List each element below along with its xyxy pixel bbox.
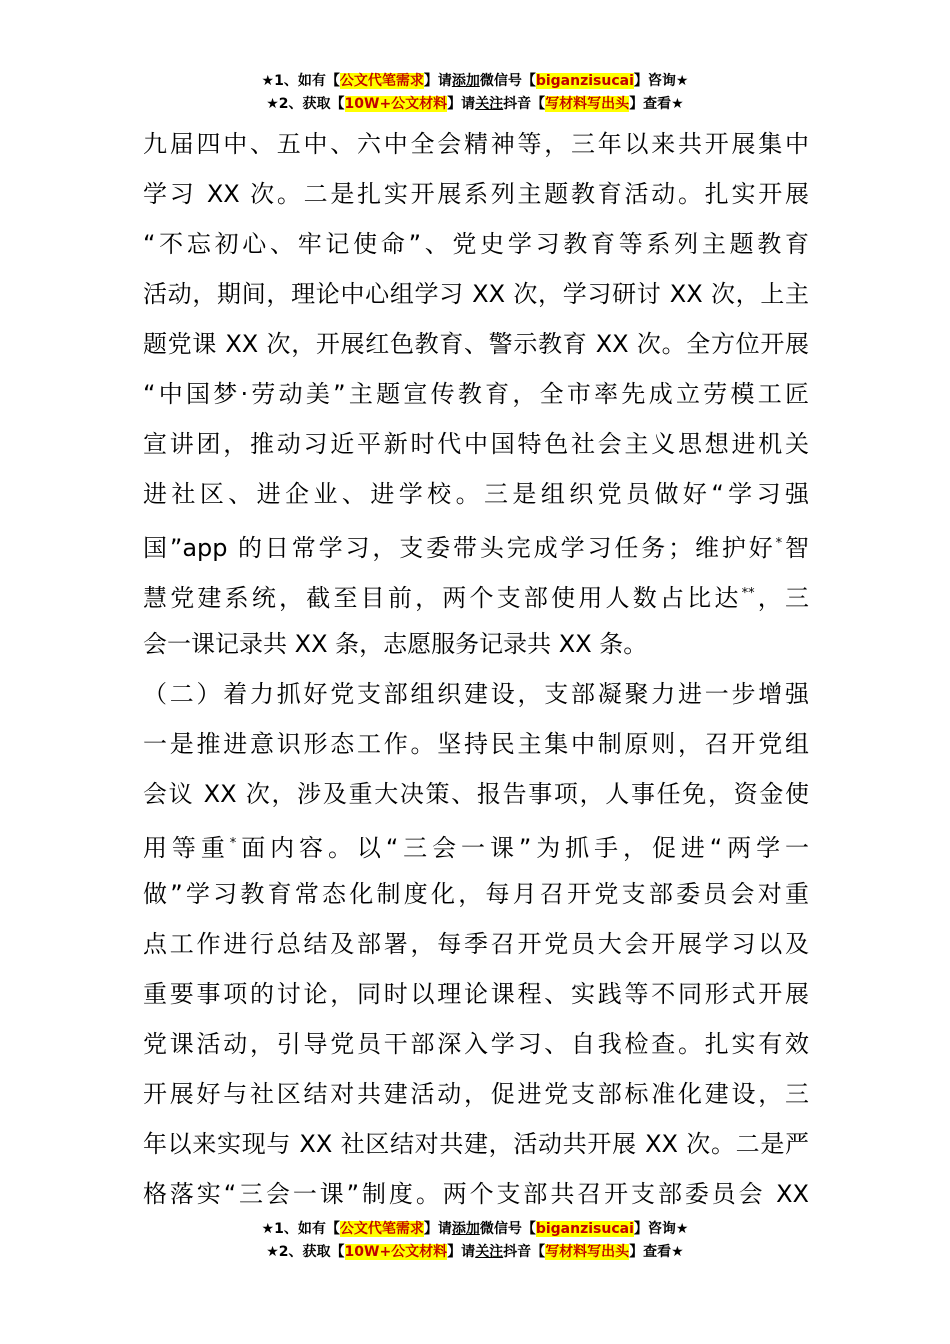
body-line-16: 做”学习教育常态化制度化，每月召开党支部委员会对重 — [143, 880, 809, 908]
body-text — [143, 119, 809, 1219]
body-line-10: 慧党建系统，截至目前，两个支部使用人数占比达**，三 — [143, 584, 809, 612]
promo-line-1-top: ★1、如有【公文代笔需求】请添加微信号【biganzisucai】咨询★ — [261, 73, 689, 89]
body-line-21: 年以来实现与 XX 社区结对共建，活动共开展 XX 次。二是严 — [143, 1130, 809, 1158]
body-line-20: 开展好与社区结对共建活动，促进党支部标准化建设，三 — [143, 1080, 809, 1108]
body-line-15: 用等重*面内容。以“三会一课”为抓手，促进“两学一 — [143, 834, 809, 862]
body-line-3: “不忘初心、牢记使命”、党史学习教育等系列主题教育 — [143, 230, 809, 258]
body-line-8: 进社区、进企业、进学校。三是组织党员做好“学习强 — [143, 480, 809, 508]
promo-line-2-bottom: ★2、获取【10W+公文材料】请关注抖音【写材料写出头】查看★ — [266, 1244, 684, 1260]
body-line-9: 国”app 的日常学习，支委带头完成学习任务；维护好*智 — [143, 534, 809, 562]
body-line-7: 宣讲团，推动习近平新时代中国特色社会主义思想进机关 — [143, 430, 809, 458]
promo-line-2-top: ★2、获取【10W+公文材料】请关注抖音【写材料写出头】查看★ — [266, 96, 684, 112]
body-line-4: 活动，期间，理论中心组学习 XX 次，学习研讨 XX 次，上主 — [143, 280, 809, 308]
body-line-5: 题党课 XX 次，开展红色教育、警示教育 XX 次。全方位开展 — [143, 330, 809, 358]
body-line-19: 党课活动，引导党员干部深入学习、自我检查。扎实有效 — [143, 1030, 809, 1058]
promo-line-1-bottom: ★1、如有【公文代笔需求】请添加微信号【biganzisucai】咨询★ — [261, 1221, 689, 1237]
section-heading-2: （二）着力抓好党支部组织建设，支部凝聚力进一步增强 — [143, 680, 809, 708]
body-line-14: 会议 XX 次，涉及重大决策、报告事项，人事任免，资金使 — [143, 780, 809, 808]
body-line-18: 重要事项的讨论，同时以理论课程、实践等不同形式开展 — [143, 980, 809, 1008]
body-line-17: 点工作进行总结及部署，每季召开党员大会开展学习以及 — [143, 930, 809, 958]
body-line-11: 会一课记录共 XX 条，志愿服务记录共 XX 条。 — [143, 630, 648, 658]
body-line-13: 一是推进意识形态工作。坚持民主集中制原则，召开党组 — [143, 730, 809, 758]
body-line-2: 学习 XX 次。二是扎实开展系列主题教育活动。扎实开展 — [143, 180, 809, 208]
body-line-6: “中国梦·劳动美”主题宣传教育，全市率先成立劳模工匠 — [143, 380, 809, 408]
body-line-1: 九届四中、五中、六中全会精神等，三年以来共开展集中 — [143, 130, 809, 158]
body-line-22: 格落实“三会一课”制度。两个支部共召开支部委员会 XX — [143, 1180, 809, 1208]
